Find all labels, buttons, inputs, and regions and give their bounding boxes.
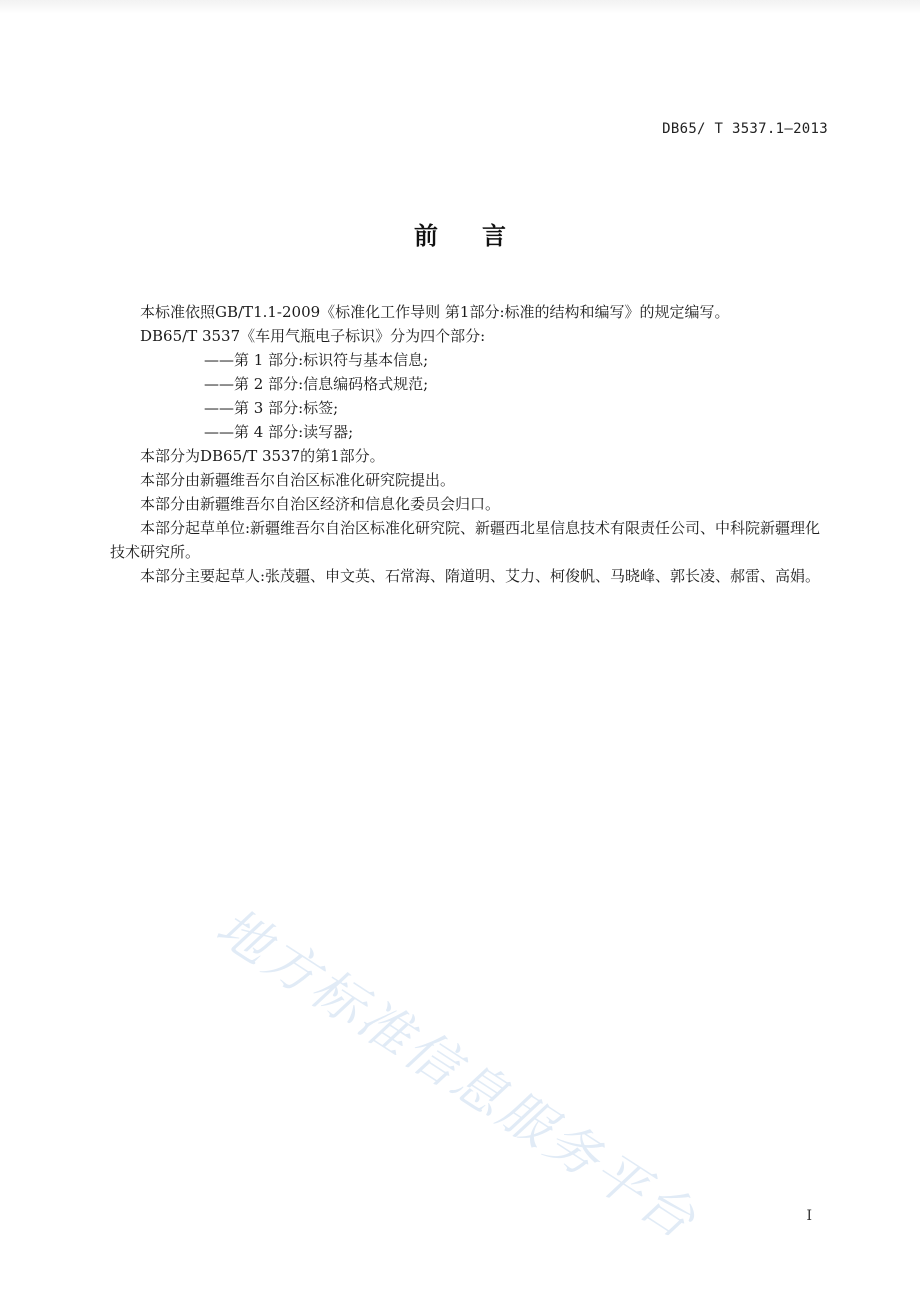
paragraph-basis: 本标准依照GB/T1.1-2009《标准化工作导则 第1部分:标准的结构和编写》的规定编写。 bbox=[140, 303, 730, 321]
foreword-body bbox=[110, 300, 830, 588]
document-code: DB65/ T 3537.1—2013 bbox=[662, 121, 828, 137]
paragraph-proposed-by: 本部分由新疆维吾尔自治区标准化研究院提出。 bbox=[140, 471, 456, 489]
paragraph-centralized-by: 本部分由新疆维吾尔自治区经济和信息化委员会归口。 bbox=[140, 495, 501, 513]
list-item: ——第 3 部分:标签; bbox=[204, 399, 339, 417]
watermark: 地方标准信息服务平台 bbox=[205, 896, 709, 1253]
page-title: 前言 bbox=[414, 222, 550, 250]
list-item: ——第 2 部分:信息编码格式规范; bbox=[204, 375, 429, 393]
list-item: ——第 4 部分:读写器; bbox=[204, 423, 354, 441]
scan-edge bbox=[0, 0, 920, 14]
page-number: I bbox=[806, 1208, 812, 1224]
paragraph-parts-intro: DB65/T 3537《车用气瓶电子标识》分为四个部分: bbox=[140, 327, 486, 345]
list-item: ——第 1 部分:标识符与基本信息; bbox=[204, 351, 429, 369]
paragraph-drafters: 本部分主要起草人:张茂疆、申文英、石常海、隋道明、艾力、柯俊帆、马晓峰、郭长凌、郝雷、高娟。 bbox=[140, 567, 821, 585]
paragraph-drafting-units: 本部分起草单位:新疆维吾尔自治区标准化研究院、新疆西北星信息技术有限责任公司、中科院新疆理化技术研究所。 bbox=[110, 519, 821, 561]
paragraph-this-part: 本部分为DB65/T 3537的第1部分。 bbox=[140, 447, 385, 465]
